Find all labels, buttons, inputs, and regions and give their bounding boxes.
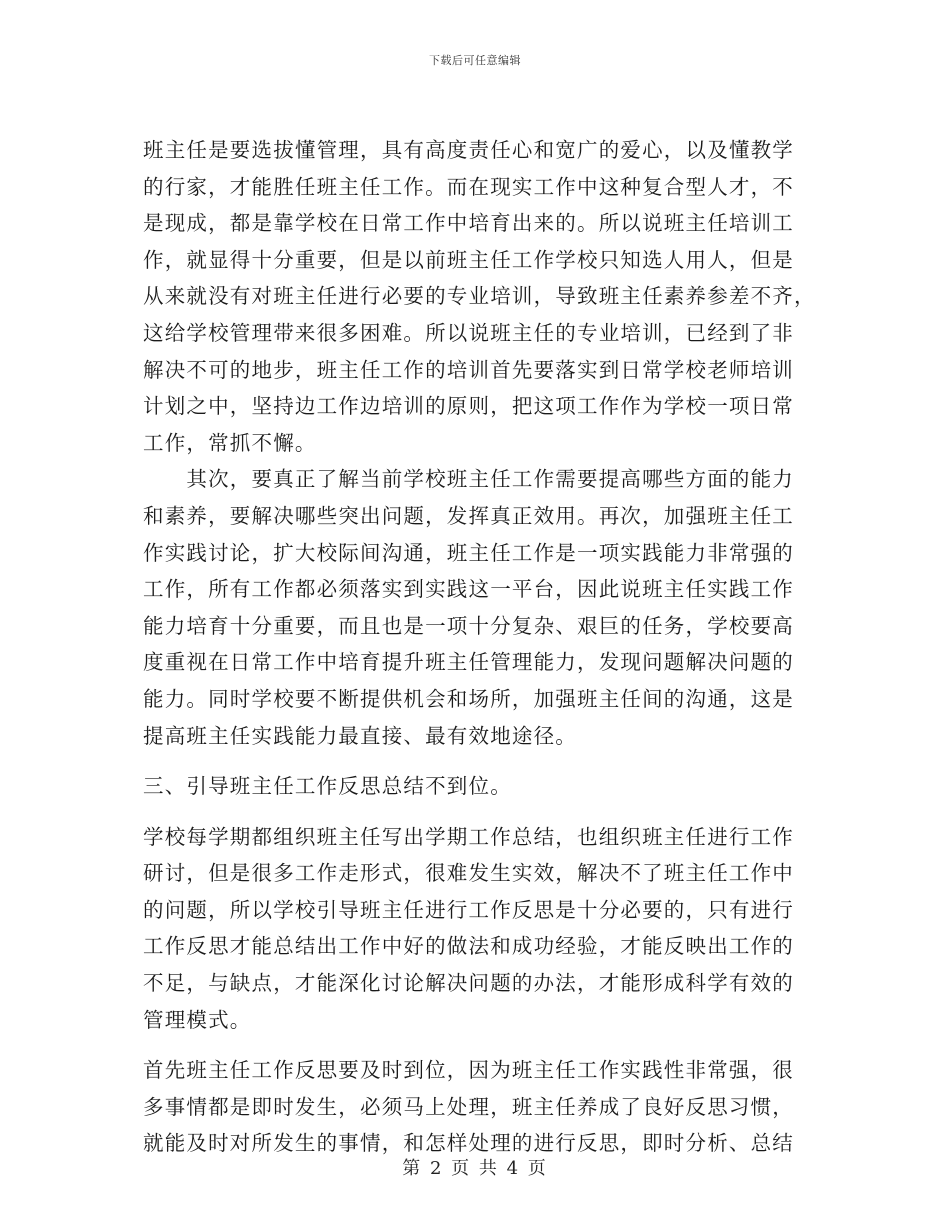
paragraph-spacer [143,1038,807,1052]
page-footer: 第 2 页 共 4 页 [402,1158,548,1179]
text-line: 解决不可的地步，班主任工作的培训首先要落实到日常学校老师培训 [143,357,794,382]
text-line: 就能及时对所发生的事情，和怎样处理的进行反思，即时分析、总结 [143,1131,794,1156]
text-line: 首先班主任工作反思要及时到位，因为班主任工作实践性非常强，很 [143,1058,794,1083]
text-line: 管理模式。 [143,1007,252,1032]
text-line: 从来就没有对班主任进行必要的专业培训，导致班主任素养参差不齐， [143,284,816,309]
heading-line: 三、引导班主任工作反思总结不到位。 [143,774,512,799]
text-line: 其次，要真正了解当前学校班主任工作需要提高哪些方面的能力 [143,467,794,492]
text-line: 工作，常抓不懈。 [143,430,317,455]
text-line: 工作反思才能总结出工作中好的做法和成功经验，才能反映出工作的 [143,934,794,959]
text-line: 学校每学期都组织班主任写出学期工作总结，也组织班主任进行工作 [143,824,794,849]
text-line: 的问题，所以学校引导班主任进行工作反思是十分必要的，只有进行 [143,897,794,922]
document-body [143,132,816,1162]
text-line: 作实践讨论，扩大校际间沟通，班主任工作是一项实践能力非常强的 [143,540,794,565]
paragraph-1 [143,132,816,461]
paragraph-spacer [143,754,807,768]
text-line: 是现成，都是靠学校在日常工作中培育出来的。所以说班主任培训工 [143,211,794,236]
paragraph-spacer [143,805,807,819]
paragraph-3 [143,819,807,1039]
text-line: 不足，与缺点，才能深化讨论解决问题的办法，才能形成科学有效的 [143,971,794,996]
text-line: 和素养，要解决哪些突出问题，发挥真正效用。再次，加强班主任工 [143,503,794,528]
page-header: 下载后可任意编辑 [429,54,521,67]
text-line: 能力培育十分重要，而且也是一项十分复杂、艰巨的任务，学校要高 [143,613,794,638]
section-heading [143,768,807,805]
paragraph-4 [143,1052,807,1162]
text-line: 班主任是要选拔懂管理，具有高度责任心和宽广的爱心，以及懂教学 [143,138,794,162]
text-line: 研讨，但是很多工作走形式，很难发生实效，解决不了班主任工作中 [143,861,794,886]
text-line: 作，就显得十分重要，但是以前班主任工作学校只知选人用人，但是 [143,247,794,272]
text-line: 这给学校管理带来很多困难。所以说班主任的专业培训，已经到了非 [143,320,794,345]
text-line: 的行家，才能胜任班主任工作。而在现实工作中这种复合型人才，不 [143,174,794,199]
text-line: 多事情都是即时发生，必须马上处理，班主任养成了良好反思习惯， [143,1094,794,1119]
paragraph-2 [143,461,807,754]
text-line: 能力。同时学校要不断提供机会和场所，加强班主任间的沟通，这是 [143,686,794,711]
text-line: 度重视在日常工作中培育提升班主任管理能力，发现问题解决问题的 [143,650,794,675]
text-line: 计划之中，坚持边工作边培训的原则，把这项工作作为学校一项日常 [143,394,794,419]
text-line: 工作，所有工作都必须落实到实践这一平台，因此说班主任实践工作 [143,577,794,602]
text-line: 提高班主任实践能力最直接、最有效地途径。 [143,723,577,748]
